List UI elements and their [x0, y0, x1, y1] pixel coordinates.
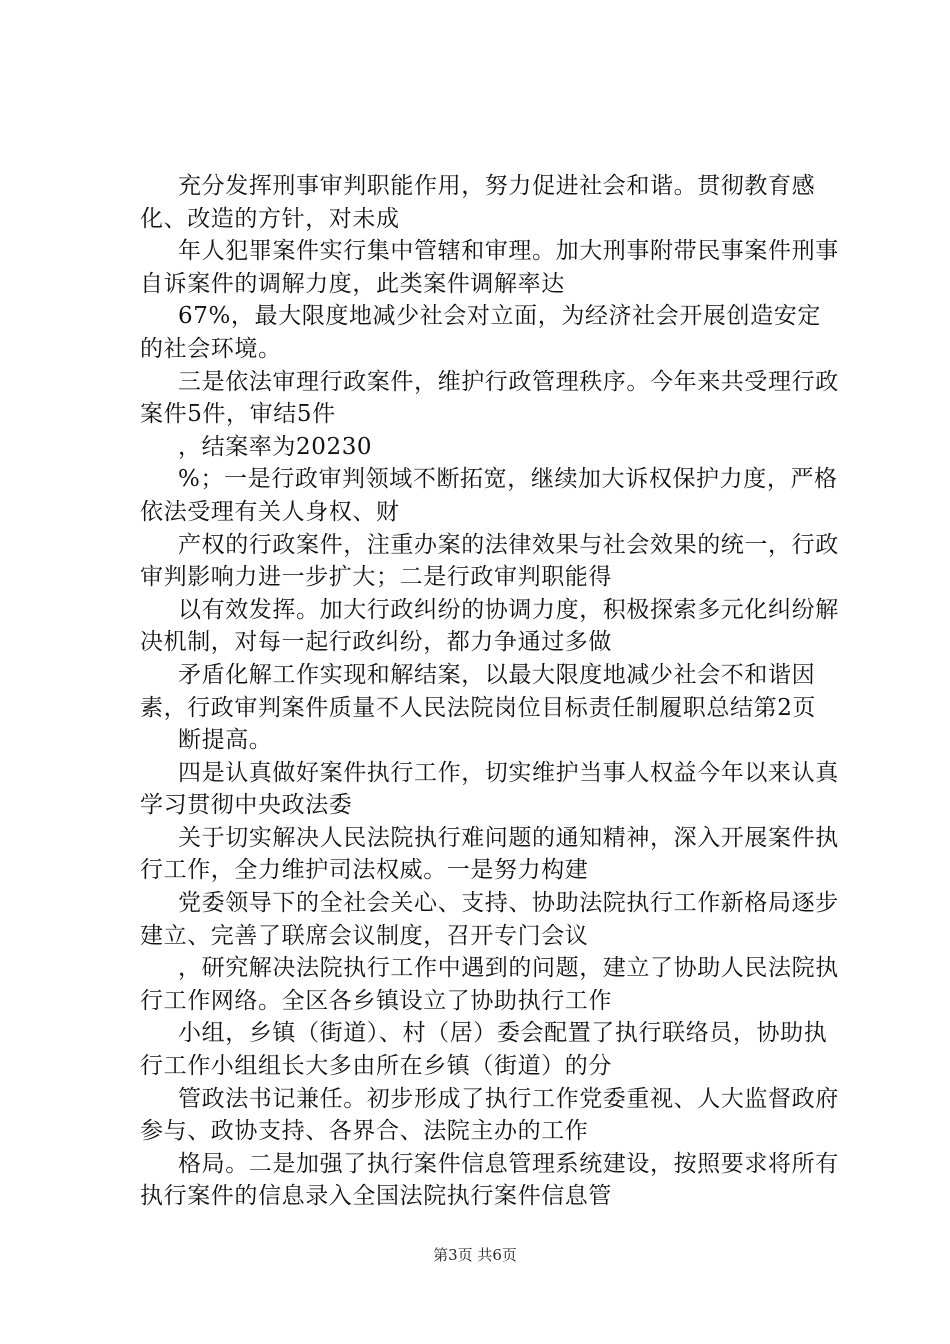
paragraph: 年人犯罪案件实行集中管辖和审理。加大刑事附带民事案件刑事自诉案件的调解力度，此类案件调解率达 — [140, 238, 839, 297]
paragraph: %；一是行政审判领域不断拓宽，继续加大诉权保护力度，严格依法受理有关人身权、财 — [140, 466, 838, 525]
paragraph: 产权的行政案件，注重办案的法律效果与社会效果的统一，行政审判影响力进一步扩大；二是行政审判职能得 — [140, 531, 839, 591]
paragraph: 以有效发挥。加大行政纠纷的协调力度，积极探索多元化纠纷解决机制，对每一起行政纠纷，都力争通过多做 — [140, 596, 839, 656]
paragraph: 充分发挥刑事审判职能作用，努力促进社会和谐。贯彻教育感化、改造的方针，对未成 — [140, 173, 816, 232]
paragraph: 党委领导下的全社会关心、支持、协助法院执行工作新格局逐步建立、完善了联席会议制度，召开专门会议 — [140, 890, 839, 949]
paragraph: 格局。二是加强了执行案件信息管理系统建设，按照要求将所有执行案件的信息录入全国法院执行案件信息管 — [140, 1150, 839, 1210]
paragraph: ，结案率为20230 — [178, 433, 373, 460]
paragraph: 管政法书记兼任。初步形成了执行工作党委重视、人大监督政府参与、政协支持、各界合、法院主办的工作 — [140, 1085, 839, 1145]
paragraph: 67%，最大限度地减少社会对立面，为经济社会开展创造安定的社会环境。 — [140, 303, 821, 362]
paragraph: 断提高。 — [178, 727, 273, 754]
paragraph: 四是认真做好案件执行工作，切实维护当事人权益今年以来认真学习贯彻中央政法委 — [140, 759, 839, 819]
page-footer — [0, 1245, 950, 1265]
paragraph: 小组，乡镇（街道）、村（居）委会配置了执行联络员，协助执行工作小组组长大多由所在乡镇（街道）的分 — [140, 1020, 828, 1080]
paragraph: 三是依法审理行政案件，维护行政管理秩序。今年来共受理行政案件5件，审结5件 — [140, 368, 839, 428]
document-body — [140, 170, 840, 1213]
page-number: 第3页 共6页 — [433, 1246, 517, 1264]
paragraph: 关于切实解决人民法院执行难问题的通知精神，深入开展案件执行工作，全力维护司法权威。一是努力构建 — [140, 824, 839, 884]
paragraph: ，研究解决法院执行工作中遇到的问题，建立了协助人民法院执行工作网络。全区各乡镇设立了协助执行工作 — [140, 955, 839, 1014]
paragraph: 矛盾化解工作实现和解结案，以最大限度地减少社会不和谐因素，行政审判案件质量不人民法院岗位目标责任制履职总结第2页 — [140, 661, 817, 721]
